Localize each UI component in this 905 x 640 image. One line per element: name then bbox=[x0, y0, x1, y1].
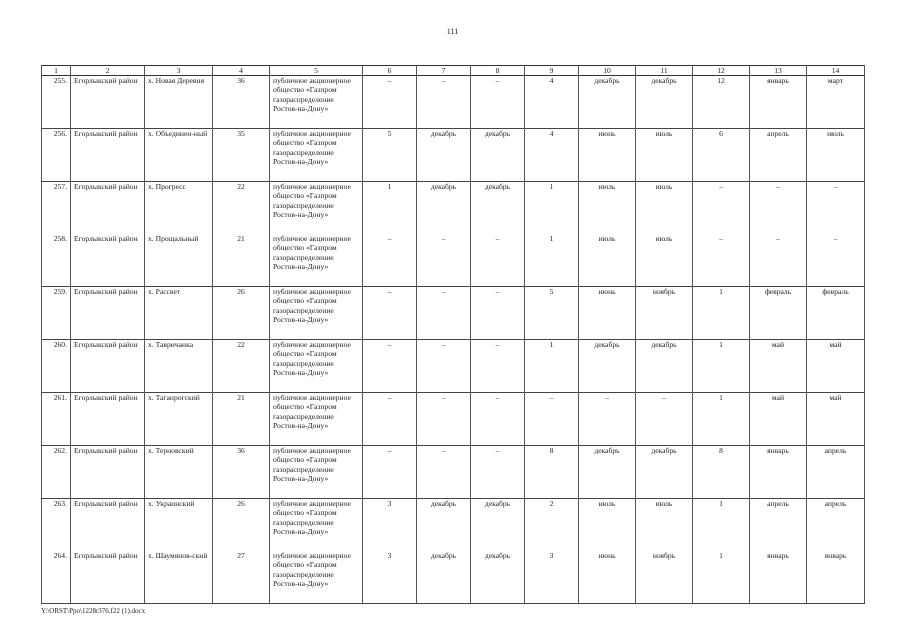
table-row bbox=[42, 129, 865, 182]
organization-cell: публичное акционерное общество «Газпром газораспределение Ростов-на-Дону» bbox=[270, 551, 363, 604]
col14-cell: май bbox=[807, 340, 865, 393]
col12-cell: 6 bbox=[693, 129, 750, 182]
row-number: 255. bbox=[42, 76, 71, 129]
col10-cell: июнь bbox=[579, 551, 636, 604]
settlement-cell: х. Прогресс bbox=[145, 182, 213, 235]
col7-cell: – bbox=[417, 287, 471, 340]
district-cell: Егорлыкский район bbox=[71, 234, 145, 287]
col13-cell: май bbox=[750, 340, 807, 393]
col4-cell: 26 bbox=[213, 287, 270, 340]
col8-cell: – bbox=[471, 393, 525, 446]
col7-cell: – bbox=[417, 393, 471, 446]
col8-cell: – bbox=[471, 340, 525, 393]
organization-cell: публичное акционерное общество «Газпром газораспределение Ростов-на-Дону» bbox=[270, 129, 363, 182]
row-number: 260. bbox=[42, 340, 71, 393]
col10-cell: – bbox=[579, 393, 636, 446]
col11-cell: июль bbox=[636, 129, 693, 182]
col12-cell: 1 bbox=[693, 287, 750, 340]
column-header: 3 bbox=[145, 66, 213, 76]
col11-cell: ноябрь bbox=[636, 287, 693, 340]
row-number: 257. bbox=[42, 182, 71, 235]
col10-cell: июль bbox=[579, 234, 636, 287]
organization-cell: публичное акционерное общество «Газпром газораспределение Ростов-на-Дону» bbox=[270, 393, 363, 446]
column-header: 1 bbox=[42, 66, 71, 76]
col14-cell: февраль bbox=[807, 287, 865, 340]
col6-cell: – bbox=[363, 393, 417, 446]
col6-cell: 5 bbox=[363, 129, 417, 182]
district-cell: Егорлыкский район bbox=[71, 393, 145, 446]
col6-cell: – bbox=[363, 76, 417, 129]
col9-cell: 5 bbox=[525, 287, 579, 340]
col11-cell: июль bbox=[636, 499, 693, 552]
column-header: 9 bbox=[525, 66, 579, 76]
col13-cell: апрель bbox=[750, 129, 807, 182]
col7-cell: – bbox=[417, 76, 471, 129]
col8-cell: – bbox=[471, 287, 525, 340]
col12-cell: 12 bbox=[693, 76, 750, 129]
col13-cell: январь bbox=[750, 446, 807, 499]
column-header: 5 bbox=[270, 66, 363, 76]
col6-cell: 1 bbox=[363, 182, 417, 235]
row-number: 264. bbox=[42, 551, 71, 604]
col12-cell: 1 bbox=[693, 340, 750, 393]
col6-cell: 3 bbox=[363, 499, 417, 552]
col12-cell: 1 bbox=[693, 551, 750, 604]
col4-cell: 21 bbox=[213, 234, 270, 287]
col10-cell: июль bbox=[579, 499, 636, 552]
col6-cell: – bbox=[363, 340, 417, 393]
col13-cell: январь bbox=[750, 551, 807, 604]
col13-cell: апрель bbox=[750, 499, 807, 552]
settlement-cell: х. Новая Деревня bbox=[145, 76, 213, 129]
col11-cell: июль bbox=[636, 234, 693, 287]
district-cell: Егорлыкский район bbox=[71, 129, 145, 182]
col10-cell: декабрь bbox=[579, 446, 636, 499]
file-path-footer: Y:\ORST\Ppo\1228r376.f22 (1).docx bbox=[41, 607, 146, 615]
col8-cell: декабрь bbox=[471, 551, 525, 604]
col12-cell: – bbox=[693, 234, 750, 287]
col4-cell: 36 bbox=[213, 446, 270, 499]
district-cell: Егорлыкский район bbox=[71, 340, 145, 393]
column-header: 10 bbox=[579, 66, 636, 76]
col9-cell: 4 bbox=[525, 129, 579, 182]
organization-cell: публичное акционерное общество «Газпром газораспределение Ростов-на-Дону» bbox=[270, 499, 363, 552]
table-row bbox=[42, 182, 865, 235]
organization-cell: публичное акционерное общество «Газпром газораспределение Ростов-на-Дону» bbox=[270, 287, 363, 340]
district-cell: Егорлыкский район bbox=[71, 446, 145, 499]
col10-cell: июнь bbox=[579, 287, 636, 340]
col9-cell: 8 bbox=[525, 446, 579, 499]
district-cell: Егорлыкский район bbox=[71, 499, 145, 552]
col6-cell: – bbox=[363, 287, 417, 340]
col14-cell: май bbox=[807, 393, 865, 446]
col9-cell: 1 bbox=[525, 182, 579, 235]
col14-cell: апрель bbox=[807, 499, 865, 552]
settlement-cell: х. Шаумянов-ский bbox=[145, 551, 213, 604]
col8-cell: декабрь bbox=[471, 129, 525, 182]
table-row bbox=[42, 393, 865, 446]
organization-cell: публичное акционерное общество «Газпром газораспределение Ростов-на-Дону» bbox=[270, 446, 363, 499]
col9-cell: 1 bbox=[525, 234, 579, 287]
col14-cell: апрель bbox=[807, 446, 865, 499]
col10-cell: декабрь bbox=[579, 340, 636, 393]
col4-cell: 22 bbox=[213, 182, 270, 235]
column-header: 2 bbox=[71, 66, 145, 76]
col7-cell: декабрь bbox=[417, 551, 471, 604]
col7-cell: декабрь bbox=[417, 182, 471, 235]
col9-cell: 3 bbox=[525, 551, 579, 604]
district-cell: Егорлыкский район bbox=[71, 551, 145, 604]
column-header: 12 bbox=[693, 66, 750, 76]
column-header: 8 bbox=[471, 66, 525, 76]
column-header: 4 bbox=[213, 66, 270, 76]
col13-cell: февраль bbox=[750, 287, 807, 340]
col4-cell: 35 bbox=[213, 129, 270, 182]
col14-cell: – bbox=[807, 234, 865, 287]
col6-cell: 3 bbox=[363, 551, 417, 604]
row-number: 263. bbox=[42, 499, 71, 552]
settlement-cell: х. Таганрогский bbox=[145, 393, 213, 446]
col13-cell: – bbox=[750, 234, 807, 287]
column-header: 13 bbox=[750, 66, 807, 76]
col6-cell: – bbox=[363, 446, 417, 499]
column-header: 6 bbox=[363, 66, 417, 76]
col10-cell: июнь bbox=[579, 129, 636, 182]
col11-cell: декабрь bbox=[636, 446, 693, 499]
col8-cell: – bbox=[471, 234, 525, 287]
col7-cell: декабрь bbox=[417, 129, 471, 182]
column-header: 14 bbox=[807, 66, 865, 76]
col11-cell: июль bbox=[636, 182, 693, 235]
column-header: 11 bbox=[636, 66, 693, 76]
table-row bbox=[42, 446, 865, 499]
col13-cell: январь bbox=[750, 76, 807, 129]
col12-cell: 1 bbox=[693, 393, 750, 446]
col14-cell: январь bbox=[807, 551, 865, 604]
table-row bbox=[42, 499, 865, 552]
col14-cell: март bbox=[807, 76, 865, 129]
col8-cell: декабрь bbox=[471, 182, 525, 235]
organization-cell: публичное акционерное общество «Газпром газораспределение Ростов-на-Дону» bbox=[270, 182, 363, 235]
district-cell: Егорлыкский район bbox=[71, 182, 145, 235]
col11-cell: декабрь bbox=[636, 76, 693, 129]
col6-cell: – bbox=[363, 234, 417, 287]
table-row bbox=[42, 76, 865, 129]
col9-cell: 2 bbox=[525, 499, 579, 552]
row-number: 261. bbox=[42, 393, 71, 446]
column-header: 7 bbox=[417, 66, 471, 76]
col13-cell: – bbox=[750, 182, 807, 235]
table-row bbox=[42, 340, 865, 393]
col10-cell: июль bbox=[579, 182, 636, 235]
col4-cell: 26 bbox=[213, 499, 270, 552]
col9-cell: – bbox=[525, 393, 579, 446]
col10-cell: декабрь bbox=[579, 76, 636, 129]
settlement-cell: х. Рассвет bbox=[145, 287, 213, 340]
column-number-row bbox=[42, 66, 865, 76]
col8-cell: декабрь bbox=[471, 499, 525, 552]
table-row bbox=[42, 287, 865, 340]
organization-cell: публичное акционерное общество «Газпром газораспределение Ростов-на-Дону» bbox=[270, 76, 363, 129]
page-number: 111 bbox=[446, 27, 459, 36]
gasification-schedule-table bbox=[41, 65, 865, 604]
col4-cell: 21 bbox=[213, 393, 270, 446]
col14-cell: июль bbox=[807, 129, 865, 182]
col12-cell: 8 bbox=[693, 446, 750, 499]
organization-cell: публичное акционерное общество «Газпром газораспределение Ростов-на-Дону» bbox=[270, 234, 363, 287]
table-row bbox=[42, 234, 865, 287]
settlement-cell: х. Прощальный bbox=[145, 234, 213, 287]
col7-cell: декабрь bbox=[417, 499, 471, 552]
settlement-cell: х. Терновский bbox=[145, 446, 213, 499]
row-number: 262. bbox=[42, 446, 71, 499]
row-number: 258. bbox=[42, 234, 71, 287]
settlement-cell: х. Украинский bbox=[145, 499, 213, 552]
col4-cell: 36 bbox=[213, 76, 270, 129]
col4-cell: 27 bbox=[213, 551, 270, 604]
row-number: 259. bbox=[42, 287, 71, 340]
col7-cell: – bbox=[417, 234, 471, 287]
settlement-cell: х. Объединен-ный bbox=[145, 129, 213, 182]
row-number: 256. bbox=[42, 129, 71, 182]
col12-cell: 1 bbox=[693, 499, 750, 552]
col11-cell: ноябрь bbox=[636, 551, 693, 604]
col12-cell: – bbox=[693, 182, 750, 235]
table-row bbox=[42, 551, 865, 604]
col9-cell: 1 bbox=[525, 340, 579, 393]
col7-cell: – bbox=[417, 446, 471, 499]
settlement-cell: х. Тавричанка bbox=[145, 340, 213, 393]
district-cell: Егорлыкский район bbox=[71, 287, 145, 340]
col11-cell: декабрь bbox=[636, 340, 693, 393]
district-cell: Егорлыкский район bbox=[71, 76, 145, 129]
col7-cell: – bbox=[417, 340, 471, 393]
col4-cell: 22 bbox=[213, 340, 270, 393]
col9-cell: 4 bbox=[525, 76, 579, 129]
col11-cell: – bbox=[636, 393, 693, 446]
col8-cell: – bbox=[471, 76, 525, 129]
organization-cell: публичное акционерное общество «Газпром газораспределение Ростов-на-Дону» bbox=[270, 340, 363, 393]
col8-cell: – bbox=[471, 446, 525, 499]
col14-cell: – bbox=[807, 182, 865, 235]
col13-cell: май bbox=[750, 393, 807, 446]
